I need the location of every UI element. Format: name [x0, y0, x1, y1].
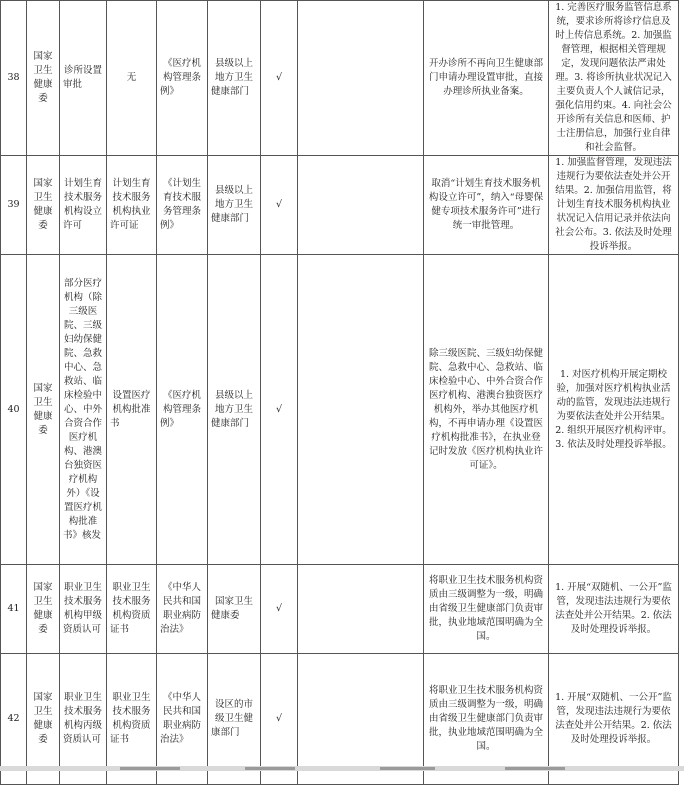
- empty-cell: [298, 654, 424, 785]
- legal-basis-cell: 《医疗机构管理条例》: [157, 255, 208, 565]
- scrollbar-segment: [505, 767, 565, 770]
- table-row: [1, 156, 679, 255]
- reform-measure-cell: 将职业卫生技术服务机构资质由三级调整为一级，明确由省级卫生健康部门负责审批，执业地域范围明确为全国。: [424, 654, 549, 785]
- reform-measure-cell: 将职业卫生技术服务机构资质由三级调整为一级，明确由省级卫生健康部门负责审批，执业地域范围明确为全国。: [424, 565, 549, 654]
- empty-cell: [298, 565, 424, 654]
- table-row: [1, 654, 679, 785]
- license-cell: 计划生育技术服务机构执业许可证: [107, 156, 157, 255]
- row-number: 38: [1, 1, 27, 156]
- approval-item-cell: 诊所设置审批: [60, 1, 107, 156]
- supervision-measure-cell: 1. 开展“双随机、一公开”监管，发现违法违规行为要依法查处并公开结果。2. 依法及时处理投诉举报。: [549, 654, 679, 785]
- supervision-measure-cell: 1. 加强监督管理，发现违法违规行为要依法查处并公开结果。2. 加强信用监管，将计划生育技术服务机构执业状况记入信用记录并依法向社会公布。3. 依法及时处理投诉举报。: [549, 156, 679, 255]
- empty-cell: [298, 156, 424, 255]
- department-cell: 国家卫生健康委: [27, 255, 60, 565]
- scrollbar-segment: [380, 767, 435, 770]
- authority-cell: 县级以上地方卫生健康部门: [208, 255, 261, 565]
- row-number: 39: [1, 156, 27, 255]
- department-cell: 国家卫生健康委: [27, 1, 60, 156]
- legal-basis-cell: 《医疗机构管理条例》: [157, 1, 208, 156]
- approval-item-cell: 计划生育技术服务机构设立许可: [60, 156, 107, 255]
- department-cell: 国家卫生健康委: [27, 565, 60, 654]
- supervision-measure-cell: 1. 开展“双随机、一公开”监管，发现违法违规行为要依法查处并公开结果。2. 依法及时处理投诉举报。: [549, 565, 679, 654]
- legal-basis-cell: 《计划生育技术服务管理条例》: [157, 156, 208, 255]
- row-number: 41: [1, 565, 27, 654]
- supervision-measure-cell: 1. 完善医疗服务监管信息系统，要求诊所将诊疗信息及时上传信息系统。2. 加强监督管理，根据相关管理规定，发现问题依法严肃处理。3. 将诊所执业状况记入主要负责人个人诚信记录，强化信用约束。4. 向社会公开诊所有关信息和医师、护士注册信息，加强行业自律和社会监督。: [549, 1, 679, 156]
- horizontal-scrollbar[interactable]: [0, 766, 684, 771]
- approval-item-cell: 职业卫生技术服务机构甲级资质认可: [60, 565, 107, 654]
- row-number: 40: [1, 255, 27, 565]
- department-cell: 国家卫生健康委: [27, 654, 60, 785]
- empty-cell: [298, 1, 424, 156]
- license-cell: 职业卫生技术服务机构资质证书: [107, 654, 157, 785]
- license-cell: 无: [107, 1, 157, 156]
- department-cell: 国家卫生健康委: [27, 156, 60, 255]
- license-cell: 职业卫生技术服务机构资质证书: [107, 565, 157, 654]
- authority-cell: 国家卫生健康委: [208, 565, 261, 654]
- legal-basis-cell: 《中华人民共和国职业病防治法》: [157, 654, 208, 785]
- reform-measure-cell: 开办诊所不再向卫生健康部门申请办理设置审批，直接办理诊所执业备案。: [424, 1, 549, 156]
- authority-cell: 县级以上地方卫生健康部门: [208, 1, 261, 156]
- license-cell: 设置医疗机构批准书: [107, 255, 157, 565]
- checkmark-cell: √: [261, 156, 298, 255]
- table-row: [1, 565, 679, 654]
- authority-cell: 设区的市级卫生健康部门: [208, 654, 261, 785]
- checkmark-cell: √: [261, 255, 298, 565]
- approval-item-cell: 部分医疗机构（除三级医院、三级妇幼保健院、急救中心、急救站、临床检验中心、中外合资合作医疗机构、港澳台独资医疗机构外）《设置医疗机构批准书》核发: [60, 255, 107, 565]
- legal-basis-cell: 《中华人民共和国职业病防治法》: [157, 565, 208, 654]
- scrollbar-segment: [245, 767, 295, 770]
- authority-cell: 县级以上地方卫生健康部门: [208, 156, 261, 255]
- row-number: 42: [1, 654, 27, 785]
- scrollbar-segment: [120, 767, 180, 770]
- checkmark-cell: √: [261, 565, 298, 654]
- table-row: [1, 1, 679, 156]
- supervision-measure-cell: 1. 对医疗机构开展定期校验，加强对医疗机构执业活动的监管，发现违法违规行为要依法查处并公开结果。2. 组织开展医疗机构评审。3. 依法及时处理投诉举报。: [549, 255, 679, 565]
- reform-measure-cell: 取消“计划生育技术服务机构设立许可”，纳入“母婴保健专项技术服务许可”进行统一审批管理。: [424, 156, 549, 255]
- checkmark-cell: √: [261, 654, 298, 785]
- approval-item-cell: 职业卫生技术服务机构丙级资质认可: [60, 654, 107, 785]
- reform-measure-cell: 除三级医院、三级妇幼保健院、急救中心、急救站、临床检验中心、中外合资合作医疗机构、港澳台独资医疗机构外，举办其他医疗机构，不再申请办理《设置医疗机构批准书》，在执业登记时发放《医疗机构执业许可证》。: [424, 255, 549, 565]
- empty-cell: [298, 255, 424, 565]
- checkmark-cell: √: [261, 1, 298, 156]
- table-row: [1, 255, 679, 565]
